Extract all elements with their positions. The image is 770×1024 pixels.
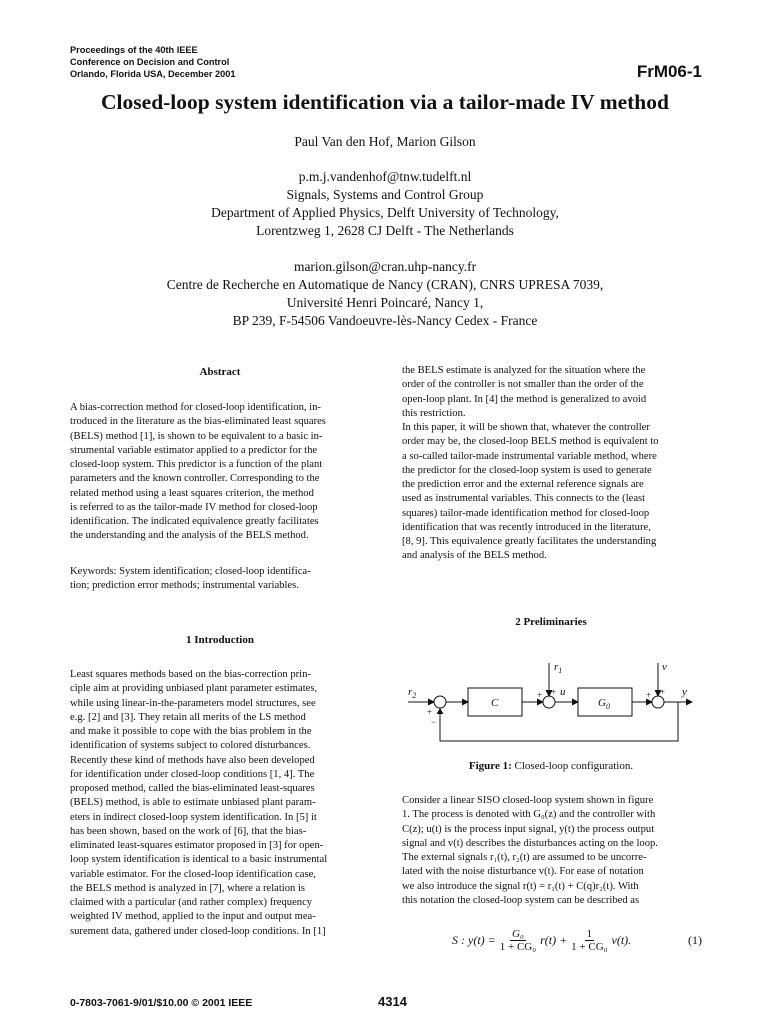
keywords [70,565,370,594]
text-line: identification of systems subject to colored disturbances. [70,740,311,752]
text-line: order of the controller is not smaller than the order of the [402,379,644,391]
text-line: 1. The process is denoted with G₀(z) and the controller with [402,809,656,821]
plant-label: $G_0$ [598,697,610,711]
text-line: has been shown, based on the work of [6], that the bias- [70,825,307,837]
equation-1 [452,920,702,960]
text-line: loop system identification is identical to a basic instrumental [70,854,328,866]
text-line: Keywords: System identification; closed-loop identifica- [70,566,311,577]
text-line: ciple aim at providing unbiased plant parameter estimates, [70,683,318,695]
plus-sign: + [551,687,557,697]
text-line: is referred to as the tailor-made IV method for closed-loop [70,501,318,513]
proceedings-line: Proceedings of the 40th IEEE [70,45,198,55]
proceedings-line: Orlando, Florida USA, December 2001 [70,69,236,79]
text-line: The external signals r₁(t), r₂(t) are assumed to be uncorre- [402,852,647,863]
author-email: marion.gilson@cran.uhp-nancy.fr [293,259,477,274]
text-line: e.g. [2] and [3]. They retain all merits of the LS method [70,711,306,723]
text-line: signal and v(t) describes the disturbances acting on the loop. [402,837,658,849]
y-label: y [682,686,687,698]
affiliation-line: Signals, Systems and Control Group [286,187,484,202]
plus-sign: + [427,707,433,717]
prelim-text [402,794,700,908]
proceedings-line: Conference on Decision and Control [70,57,230,67]
text-line: strumental variable estimator applied to a predictor for the [70,444,318,456]
text-line: [8, 9]. This equivalence greatly facilitates the understanding [402,536,657,547]
text-line: and analysis of the BELS method. [402,550,547,562]
eq-fraction-2 [569,928,609,953]
figure-caption [402,760,700,772]
v-label: v [662,661,667,673]
text-line: related method using a least squares criterion, the method [70,487,314,499]
text-line: we also introduce the signal r(t) = r₁(t) + C(q)r₂(t). With [402,880,639,892]
r1-label: $r_1$ [554,661,563,675]
eq-denominator: 1 + CG₀ [499,940,537,953]
summing-junction-3 [652,696,664,708]
text-line: eliminated least-squares estimator proposed in [3] for open- [70,840,324,851]
affiliation-line: Department of Applied Physics, Delft University of Technology, [211,205,559,220]
eq-numerator: G₀ [512,927,524,940]
figure-label: Figure 1: [468,760,512,772]
u-label: u [560,686,566,698]
text-line: closed-loop system. This predictor is a function of the plant [70,459,323,470]
figure-caption-text: Closed-loop configuration. [511,760,634,772]
text-line: (BELS) method [1], is shown to be equivalent to a basic in- [70,430,323,442]
r2-label: $r_2$ [408,686,417,700]
text-line: In this paper, it will be shown that, whatever the controller [402,422,650,433]
text-line: Least squares methods based on the bias-correction prin- [70,669,311,680]
abstract-text [70,401,370,544]
closed-loop-diagram [400,655,700,750]
authors: Paul Van den Hof, Marion Gilson [294,134,476,149]
text-line: open-loop plant. In [4] the method is generalized to avoid [402,393,647,405]
eq-end: v(t). [611,932,632,947]
text-line: order may be, the closed-loop BELS method is equivalent to [402,436,659,448]
plus-sign: + [660,687,666,697]
text-line: the prediction error and the external reference signals are [402,479,644,490]
text-line: variable estimator. For the closed-loop identification case, [70,868,316,880]
eq-denominator: 1 + CG₀ [571,940,608,953]
text-line: the BELS estimate is analyzed for the situation where the [402,365,646,376]
summing-junction-2 [543,696,555,708]
author-email: p.m.j.vandenhof@tnw.tudelft.nl [298,169,472,184]
affiliation-line: Centre de Recherche en Automatique de Nancy (CRAN), CNRS UPRESA 7039, [166,277,604,292]
plus-sign: + [646,690,652,700]
text-line: claimed with a particular (and rather complex) frequency [70,897,313,908]
text-line: A bias-correction method for closed-loop identification, in- [70,402,321,413]
text-line: the understanding and the analysis of the BELS method. [70,530,309,542]
paper-code: FrM06-1 [636,62,702,81]
text-line: parameters and the known controller. Corresponding to the [70,473,320,485]
summing-junction-1 [434,696,446,708]
text-line: surement data, gathered under closed-loop conditions. In [1] [70,925,326,937]
minus-sign: − [431,717,437,727]
text-line: troduced in the literature as the bias-eliminated least squares [70,416,326,428]
text-line: this restriction. [402,407,466,419]
affiliation-nancy [0,258,770,330]
eq-fraction-1 [498,928,538,953]
intro-text [70,668,370,939]
text-line: weighted IV method, applied to the input and output mea- [70,911,316,923]
text-line: identification. The indicated equivalence greatly facilitates [70,516,319,527]
abstract-heading: Abstract [199,366,241,378]
text-line: squares) tailor-made identification method for closed-loop [402,507,650,519]
affiliation-line: BP 239, F-54506 Vandoeuvre-lès-Nancy Cedex - France [232,313,538,328]
affiliation-line: Lorentzweg 1, 2628 CJ Delft - The Netherlands [256,223,514,238]
text-line: used as instrumental variables. This connects to the (least [402,493,646,505]
page-number: 4314 [378,994,407,1009]
text-line: proposed method, called the bias-eliminated least-squares [70,783,315,794]
text-line: this notation the closed-loop system can be described as [402,894,640,906]
copyright-notice: 0-7803-7061-9/01/$10.00 © 2001 IEEE [70,997,253,1009]
controller-label: C [491,697,499,709]
right-col-text [402,364,700,564]
paper-title: Closed-loop system identification via a tailor-made IV method [101,90,669,114]
text-line: lated with the noise disturbance v(t). For ease of notation [402,866,644,878]
text-line: the predictor for the closed-loop system is used to generate [402,464,652,476]
text-line: (BELS) method, is able to estimate unbiased plant param- [70,797,316,809]
intro-heading: 1 Introduction [186,634,254,646]
text-line: and make it possible to cope with the bias problem in the [70,726,312,737]
affiliation-line: Université Henri Poincaré, Nancy 1, [286,295,484,310]
affiliation-delft [0,168,770,240]
text-line: C(z); u(t) is the process input signal, y(t) the process output [402,823,655,835]
text-line: Consider a linear SISO closed-loop system shown in figure [402,795,654,806]
text-line: identification that was recently introduced in the literature, [402,521,651,533]
text-line: tion; prediction error methods; instrumental variables. [70,580,299,592]
text-line: for identification under closed-loop conditions [1, 4]. The [70,768,315,780]
text-line: while using linear-in-the-parameters model structures, see [70,697,316,709]
eq-lhs: S : y(t) = [452,932,496,947]
eq-mid: r(t) + [540,932,568,947]
prelim-heading: 2 Preliminaries [515,616,587,628]
text-line: the BELS method is analyzed in [7], where a relation is [70,882,306,894]
proceedings-info [70,44,235,80]
text-line: a so-called tailor-made instrumental variable method, where [402,450,657,462]
text-line: eters in indirect closed-loop system identification. In [5] it [70,811,317,823]
eq-number: (1) [688,932,702,947]
eq-numerator: 1 [586,927,593,940]
plus-sign: + [537,690,543,700]
text-line: Recently these kind of methods have also been developed [70,754,315,766]
